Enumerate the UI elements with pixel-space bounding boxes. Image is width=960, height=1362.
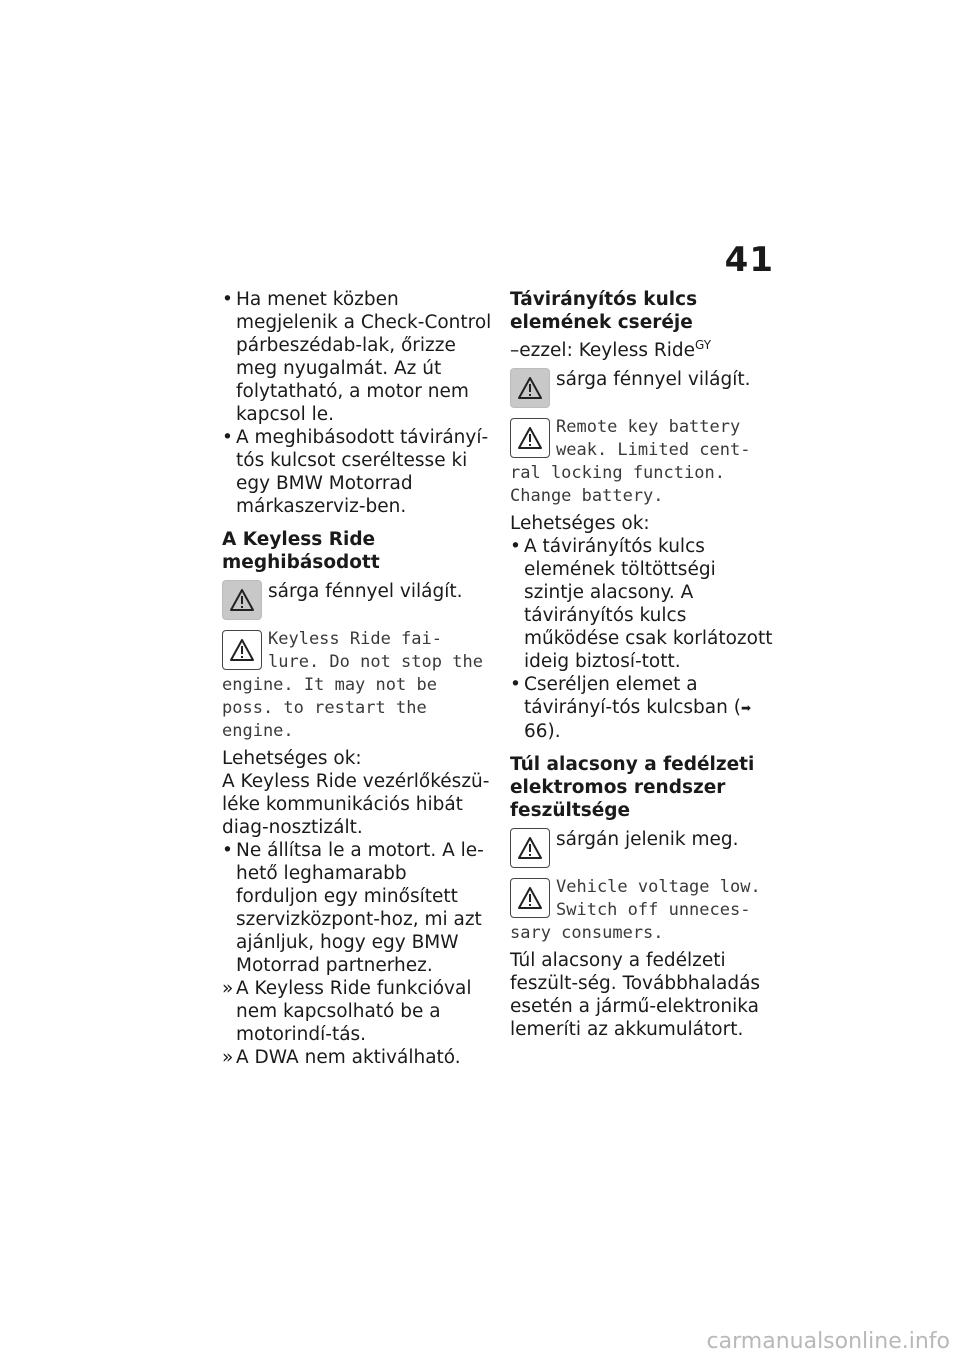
left-column — [222, 288, 492, 1069]
message-text: Vehicle voltage low. Switch off unneces-sary consumers. — [510, 877, 761, 943]
warning-triangle-icon — [222, 580, 262, 620]
list-item-text: Cseréljen elemet a távirányí-tós kulcsban ( — [524, 674, 741, 718]
warning-triangle-icon — [510, 368, 550, 408]
cause-label: Lehetséges ok: — [222, 748, 362, 769]
warning-indicator — [510, 368, 780, 408]
list-item: • Ne állítsa le a motort. A le-hető leghamarabb forduljon egy minősített szervizközpont-hoz, mi azt ajánljuk, hogy egy BMW Motorrad partnerhez. — [222, 839, 492, 977]
indicator-text: sárga fénnyel világít. — [268, 581, 463, 602]
warning-triangle-icon — [510, 828, 550, 868]
list-item: • A meghibásodott távirányí-tós kulcsot cseréltesse ki egy BMW Motorrad márkaszerviz-ben. — [222, 426, 492, 518]
watermark: carmanualsonline.info — [706, 1329, 950, 1354]
display-message — [222, 628, 492, 743]
equipment-note — [510, 334, 780, 362]
right-column — [510, 288, 780, 1041]
section-heading-low-voltage: Túl alacsony a fedélzeti elektromos rendszer feszültsége — [510, 754, 755, 821]
indicator-text: sárga fénnyel világít. — [556, 369, 751, 390]
equipment-label: –ezzel: — [510, 340, 573, 361]
warning-indicator — [510, 828, 780, 868]
warning-triangle-icon — [510, 418, 550, 458]
display-message — [510, 416, 780, 508]
result-item: » A Keyless Ride funkcióval nem kapcsolható be a motorindí-tás. — [222, 977, 492, 1046]
message-text: Remote key battery weak. Limited cent-ral locking function. Change battery. — [510, 417, 751, 506]
equipment-sup: GY — [695, 338, 712, 352]
cause-text: A Keyless Ride vezérlőkészü-léke kommunikációs hibát diag-nosztizált. — [222, 771, 490, 838]
section-heading-keyless-failure: A Keyless Ride meghibásodott — [222, 529, 380, 573]
indicator-text: sárgán jelenik meg. — [556, 829, 739, 850]
result-item: » A DWA nem aktiválható. — [222, 1046, 492, 1069]
warning-indicator — [222, 580, 492, 620]
equipment-value: Keyless Ride — [578, 340, 696, 361]
warning-triangle-icon — [222, 630, 262, 670]
list-item: • A távirányítós kulcs elemének töltöttségi szintje alacsony. A távirányítós kulcs működése csak korlátozott ideig biztosí-tott. — [510, 535, 780, 673]
message-text: Keyless Ride fai-lure. Do not stop the engine. It may not be poss. to restart the engine. — [222, 629, 483, 741]
page-ref-arrow-icon: ➡ — [740, 701, 751, 715]
page-number: 41 — [724, 240, 774, 280]
list-item-suffix: ). — [547, 721, 561, 742]
list-item: • Ha menet közben megjelenik a Check-Control párbeszédab-lak, őrizze meg nyugalmát. Az út folytatható, a motor nem kapcsol le. — [222, 288, 492, 426]
info-text: Túl alacsony a fedélzeti feszült-ség. Továbbhaladás esetén a jármű-elektronika lemeríti az akkumulátort. — [510, 950, 761, 1040]
list-item — [510, 673, 780, 743]
display-message — [510, 876, 780, 945]
section-heading-battery-replacement: Távirányítós kulcs elemének cseréje — [510, 289, 698, 333]
page-ref-link[interactable]: 66 — [524, 721, 548, 742]
warning-triangle-icon — [510, 878, 550, 918]
cause-label: Lehetséges ok: — [510, 513, 650, 534]
